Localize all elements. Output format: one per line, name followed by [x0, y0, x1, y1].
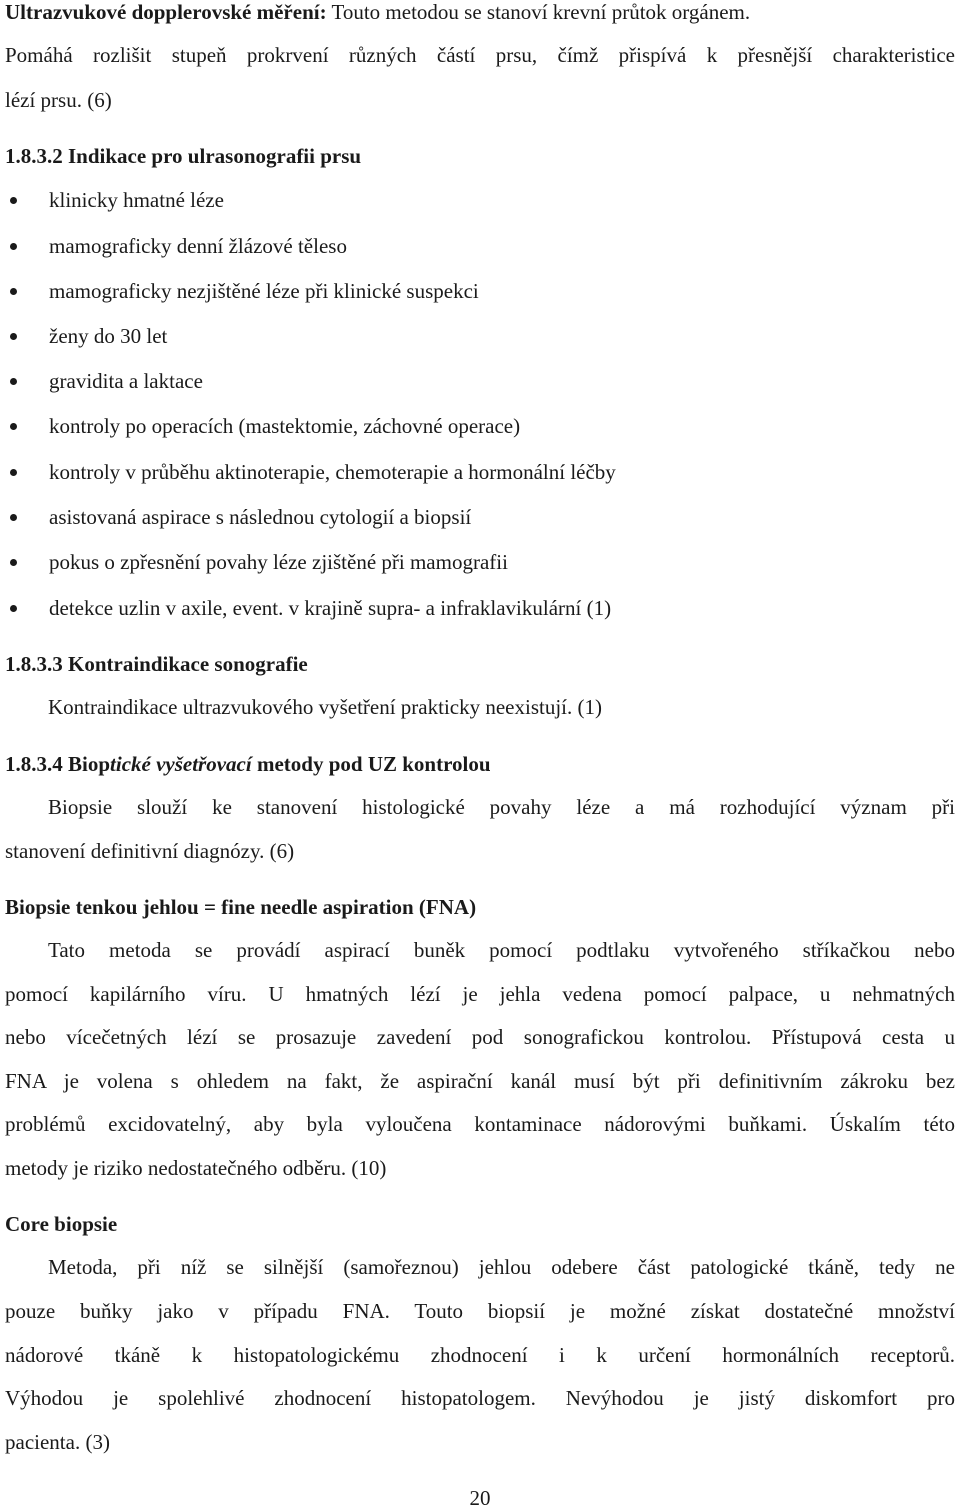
- core-para-line: pouze buňky jako v případu FNA. Touto biopsií je možné získat dostatečné množství: [5, 1299, 955, 1323]
- bullet-icon: [10, 514, 17, 521]
- fna-para-line: Tato metoda se provádí aspirací buněk pomocí podtlaku vytvořeného stříkačkou nebo: [48, 938, 955, 962]
- fna-para-line: pomocí kapilárního víru. U hmatných lézí je jehla vedena pomocí palpace, u nehmatných: [5, 982, 955, 1006]
- core-para-line: nádorové tkáně k histopatologickému zhodnocení i k určení hormonálních receptorů.: [5, 1343, 955, 1367]
- bullet-icon: [10, 559, 17, 566]
- bullet-icon: [10, 378, 17, 385]
- heading-core-biopsie: Core biopsie: [5, 1212, 118, 1236]
- heading-fna: Biopsie tenkou jehlou = fine needle aspiration (FNA): [5, 895, 477, 919]
- bullet-icon: [10, 333, 17, 340]
- page-number: 20: [469, 1486, 491, 1510]
- heading-indikace: 1.8.3.2 Indikace pro ulrasonografii prsu: [5, 144, 362, 168]
- intro-line-2: Pomáhá rozlišit stupeň prokrvení různých částí prsu, čímž přispívá k přesnější charakteristice: [5, 43, 955, 67]
- biopsy-para-line-1: Biopsie slouží ke stanovení histologické povahy léze a má rozhodující význam při: [48, 795, 955, 819]
- bullet-icon: [10, 605, 17, 612]
- intro-lead-rest: Touto metodou se stanoví krevní průtok orgánem.: [326, 0, 751, 24]
- core-para-last: pacienta. (3): [5, 1430, 110, 1454]
- core-para-line: Výhodou je spolehlivé zhodnocení histopatologem. Nevýhodou je jistý diskomfort pro: [5, 1386, 955, 1410]
- biopsy-para-line-2: stanovení definitivní diagnózy. (6): [5, 839, 295, 863]
- intro-line-3: lézí prsu. (6): [5, 88, 112, 112]
- intro-line-1: [5, 0, 750, 24]
- fna-para-last: metody je riziko nedostatečného odběru. (10): [5, 1156, 387, 1180]
- bullet-icon: [10, 423, 17, 430]
- heading-kontraindikace: 1.8.3.3 Kontraindikace sonografie: [5, 652, 308, 676]
- fna-para-line: problémů excidovatelný, aby byla vyloučena kontaminace nádorovými buňkami. Úskalím této: [5, 1112, 955, 1136]
- kontraindikace-text: Kontraindikace ultrazvukového vyšetření prakticky neexistují. (1): [48, 695, 602, 719]
- fna-para-line: nebo vícečetných lézí se prosazuje zavedení pod sonografickou kontrolou. Přístupová cesta u: [5, 1025, 955, 1049]
- bullet-icon: [10, 469, 17, 476]
- core-para-line: Metoda, při níž se silnější (samořeznou) jehlou odebere část patologické tkáně, tedy ne: [48, 1255, 955, 1279]
- doppler-term: Ultrazvukové dopplerovské měření:: [5, 0, 327, 24]
- fna-para-line: FNA je volena s ohledem na fakt, že aspirační kanál musí být při definitivním zákroku bez: [5, 1069, 955, 1093]
- bullet-icon: [10, 288, 17, 295]
- bullet-icon: [10, 243, 17, 250]
- bullet-icon: [10, 197, 17, 204]
- heading-bioptic: 1.8.3.4 Bioptické vyšetřovací metody pod UZ kontrolou: [5, 752, 491, 776]
